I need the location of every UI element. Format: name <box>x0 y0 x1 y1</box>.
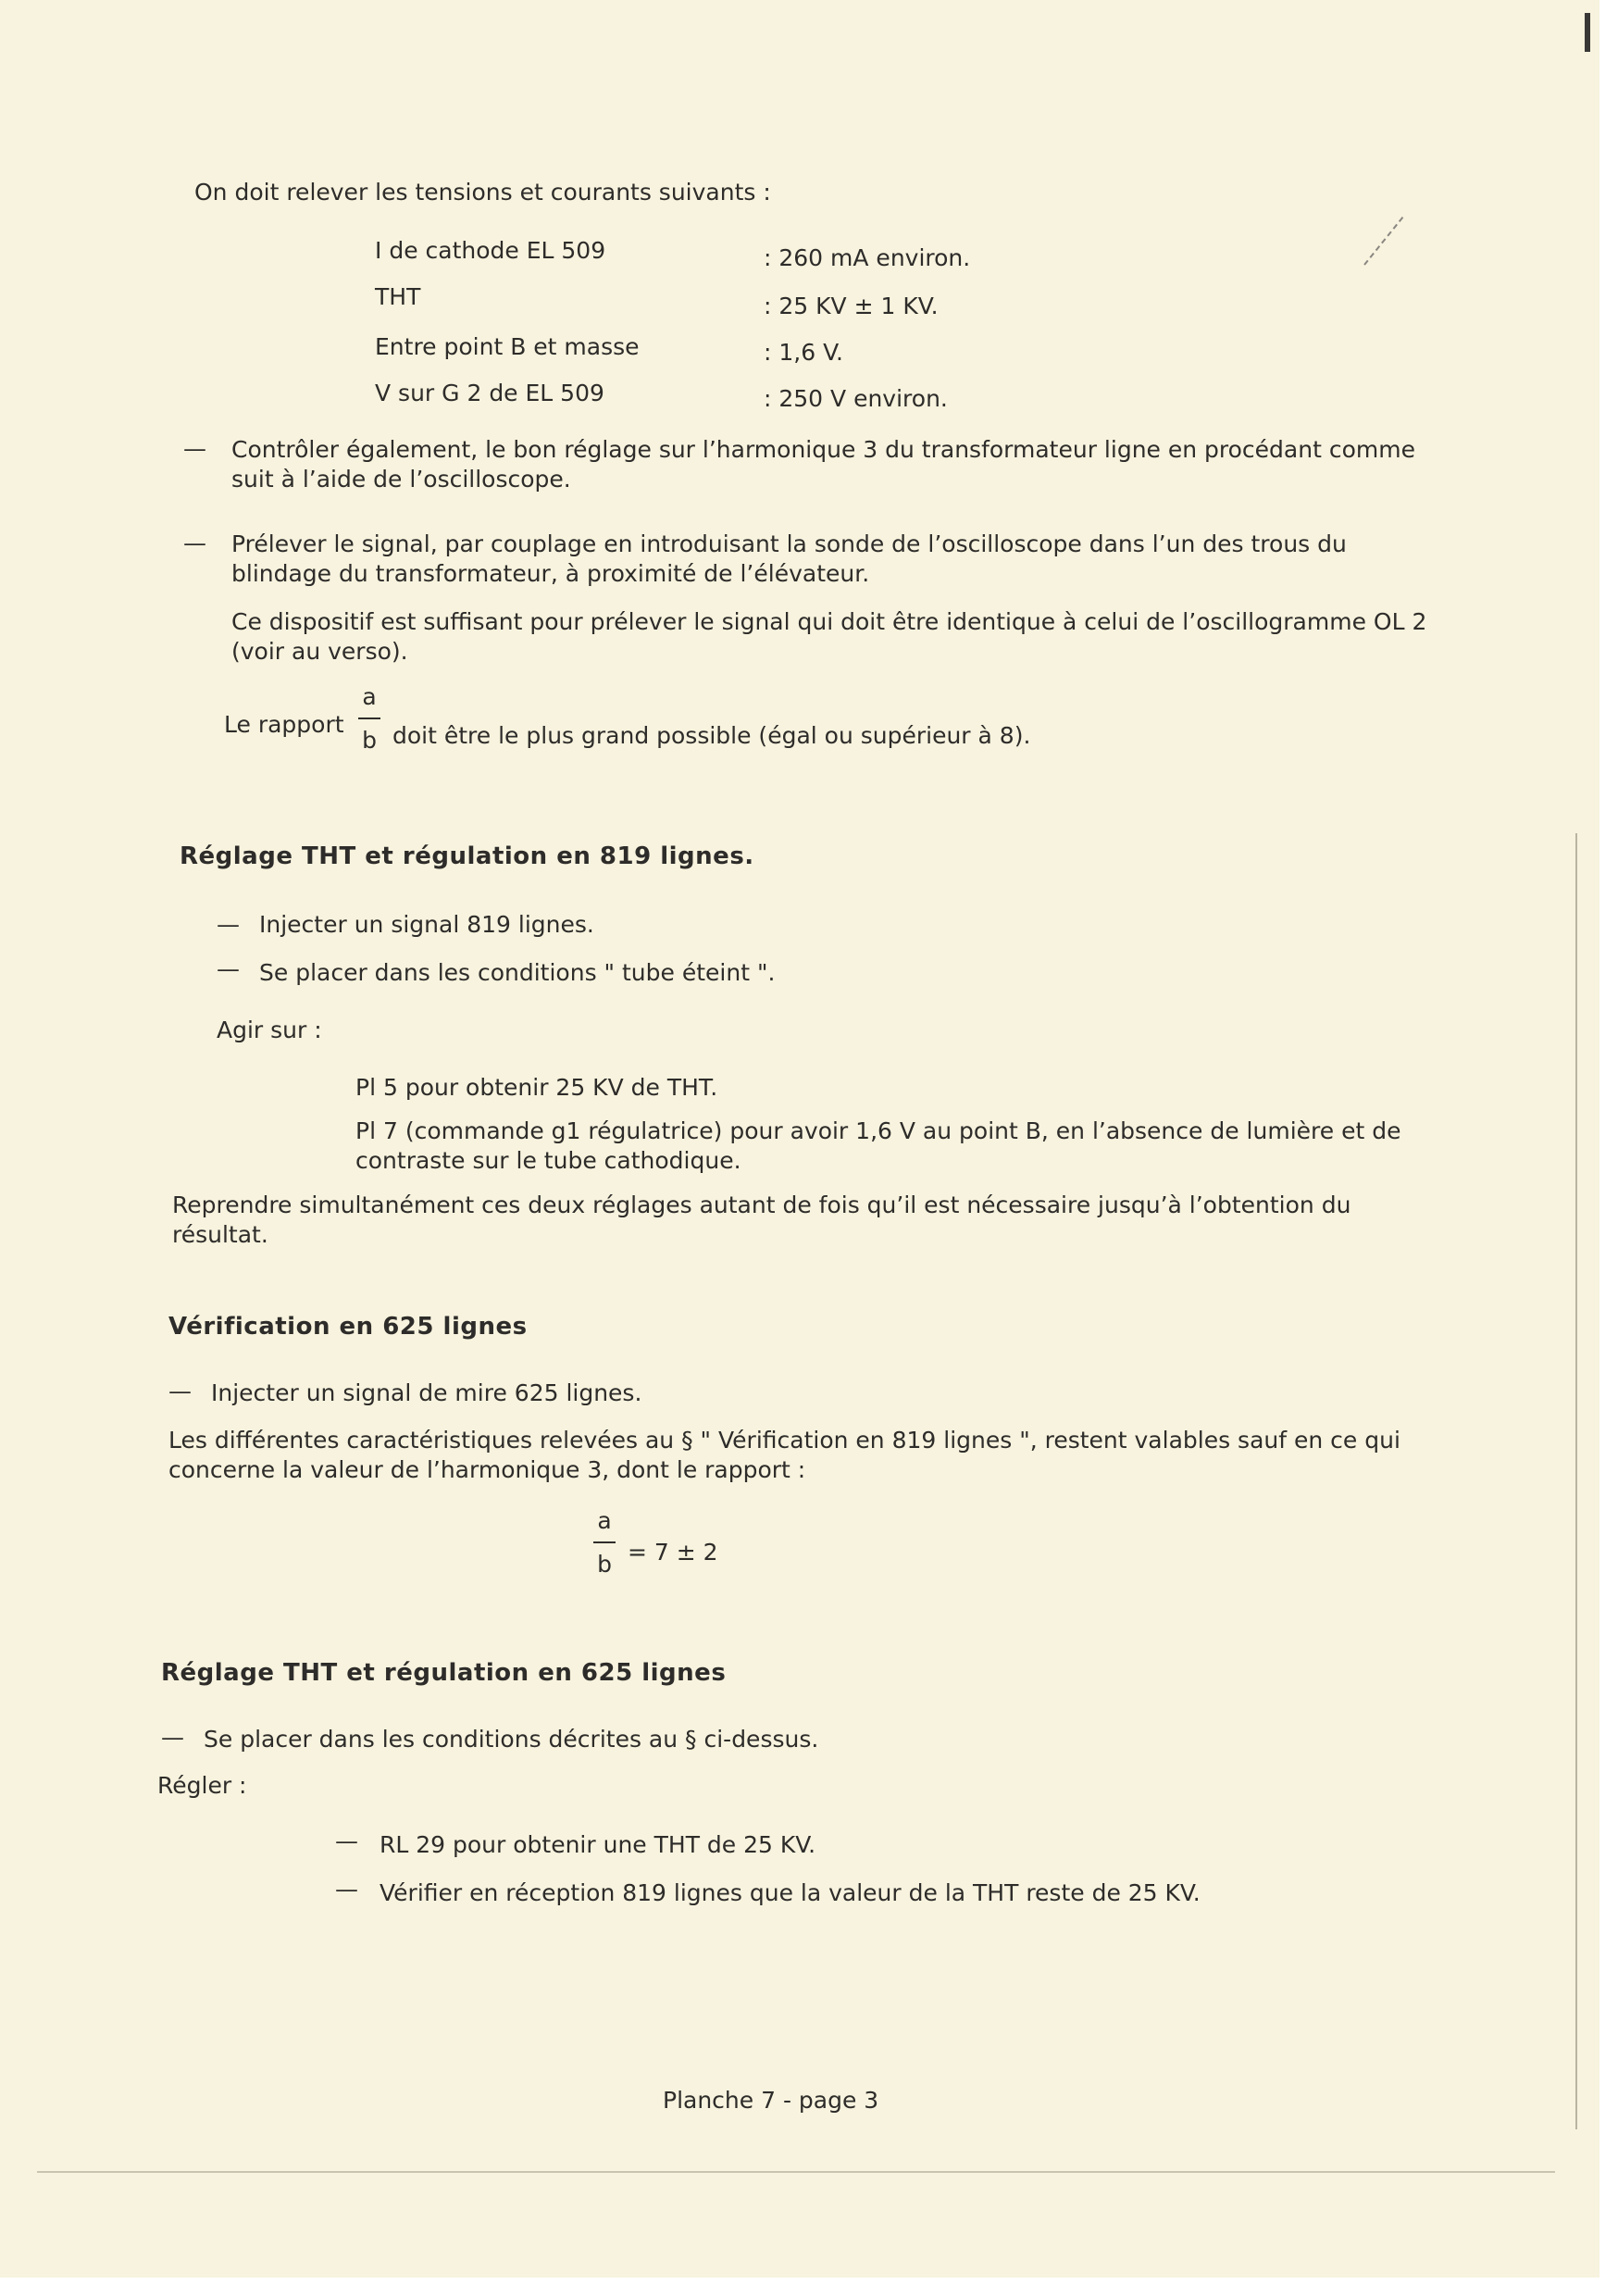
corner-mark <box>1585 13 1590 52</box>
measurement-value: : 250 V environ. <box>764 385 948 412</box>
section-heading-625: Réglage THT et régulation en 625 lignes <box>161 1659 727 1687</box>
fraction-numerator: a <box>362 683 377 710</box>
measurement-value: : 260 mA environ. <box>764 244 971 271</box>
intro-text: On doit relever les tensions et courants suivants : <box>194 179 771 206</box>
page-footer: Planche 7 - page 3 <box>663 2087 879 2114</box>
rapport-suffix: doit être le plus grand possible (égal ou supérieur à 8). <box>392 722 1031 749</box>
edge-line <box>1575 833 1577 2129</box>
measurement-label: Entre point B et masse <box>375 333 640 360</box>
list-item: RL 29 pour obtenir une THT de 25 KV. <box>380 1831 816 1858</box>
rapport-prefix: Le rapport <box>224 711 344 738</box>
fraction-denominator: b <box>597 1551 612 1578</box>
rapport-fraction <box>355 685 383 752</box>
bullet-dash: — <box>217 955 240 982</box>
bullet-dash: — <box>183 530 206 556</box>
verification-fraction <box>591 1509 618 1576</box>
list-item: Injecter un signal de mire 625 lignes. <box>211 1379 642 1406</box>
prelever-paragraph: Prélever le signal, par couplage en introduisant la sonde de l’oscilloscope dans l’un des trous du blindage du transformateur, à proximité de l’élévateur. <box>231 530 1347 587</box>
reprendre-paragraph: Reprendre simultanément ces deux réglages autant de fois qu’il est nécessaire jusqu’à l’obtention du résultat. <box>172 1192 1351 1248</box>
pencil-mark <box>1361 213 1407 268</box>
dispositif-paragraph: Ce dispositif est suffisant pour prélever le signal qui doit être identique à celui de l’oscillogramme OL 2 (voir au verso). <box>231 608 1427 665</box>
regler-label: Régler : <box>157 1772 247 1799</box>
list-item: Injecter un signal 819 lignes. <box>259 911 594 938</box>
section-heading-verification: Vérification en 625 lignes <box>168 1313 528 1341</box>
measurement-value: : 1,6 V. <box>764 339 843 366</box>
controle-paragraph: Contrôler également, le bon réglage sur l’harmonique 3 du transformateur ligne en procédant comme suit à l’aide de l’oscilloscope. <box>231 436 1415 493</box>
list-item: Vérifier en réception 819 lignes que la valeur de la THT reste de 25 KV. <box>380 1879 1201 1906</box>
bullet-dash: — <box>217 911 240 938</box>
bullet-dash: — <box>168 1378 192 1404</box>
bullet-dash: — <box>335 1876 358 1903</box>
list-item: Se placer dans les conditions " tube éteint ". <box>259 959 776 986</box>
measurement-label: I de cathode EL 509 <box>375 237 606 264</box>
agir-label: Agir sur : <box>217 1017 322 1043</box>
measurement-label: THT <box>375 283 421 310</box>
bullet-dash: — <box>161 1724 184 1751</box>
pl5-text: Pl 5 pour obtenir 25 KV de THT. <box>355 1074 718 1101</box>
bullet-dash: — <box>183 435 206 462</box>
list-item: Se placer dans les conditions décrites au § ci-dessus. <box>204 1726 819 1753</box>
verification-paragraph: Les différentes caractéristiques relevées au § " Vérification en 819 lignes ", restent valables sauf en ce qui concerne la valeur de l’harmonique 3, dont le rapport : <box>168 1427 1400 1483</box>
fraction-numerator: a <box>597 1507 612 1534</box>
measurement-label: V sur G 2 de EL 509 <box>375 380 604 406</box>
bottom-line <box>37 2171 1555 2173</box>
fraction-bar <box>593 1541 616 1543</box>
verification-result: = 7 ± 2 <box>628 1539 718 1566</box>
pl7-paragraph: Pl 7 (commande g1 régulatrice) pour avoir 1,6 V au point B, en l’absence de lumière et de contraste sur le tube cathodique. <box>355 1117 1401 1174</box>
section-heading-819: Réglage THT et régulation en 819 lignes. <box>180 842 754 870</box>
fraction-bar <box>358 718 380 719</box>
bullet-dash: — <box>335 1828 358 1854</box>
measurement-value: : 25 KV ± 1 KV. <box>764 293 939 319</box>
fraction-denominator: b <box>362 727 377 754</box>
